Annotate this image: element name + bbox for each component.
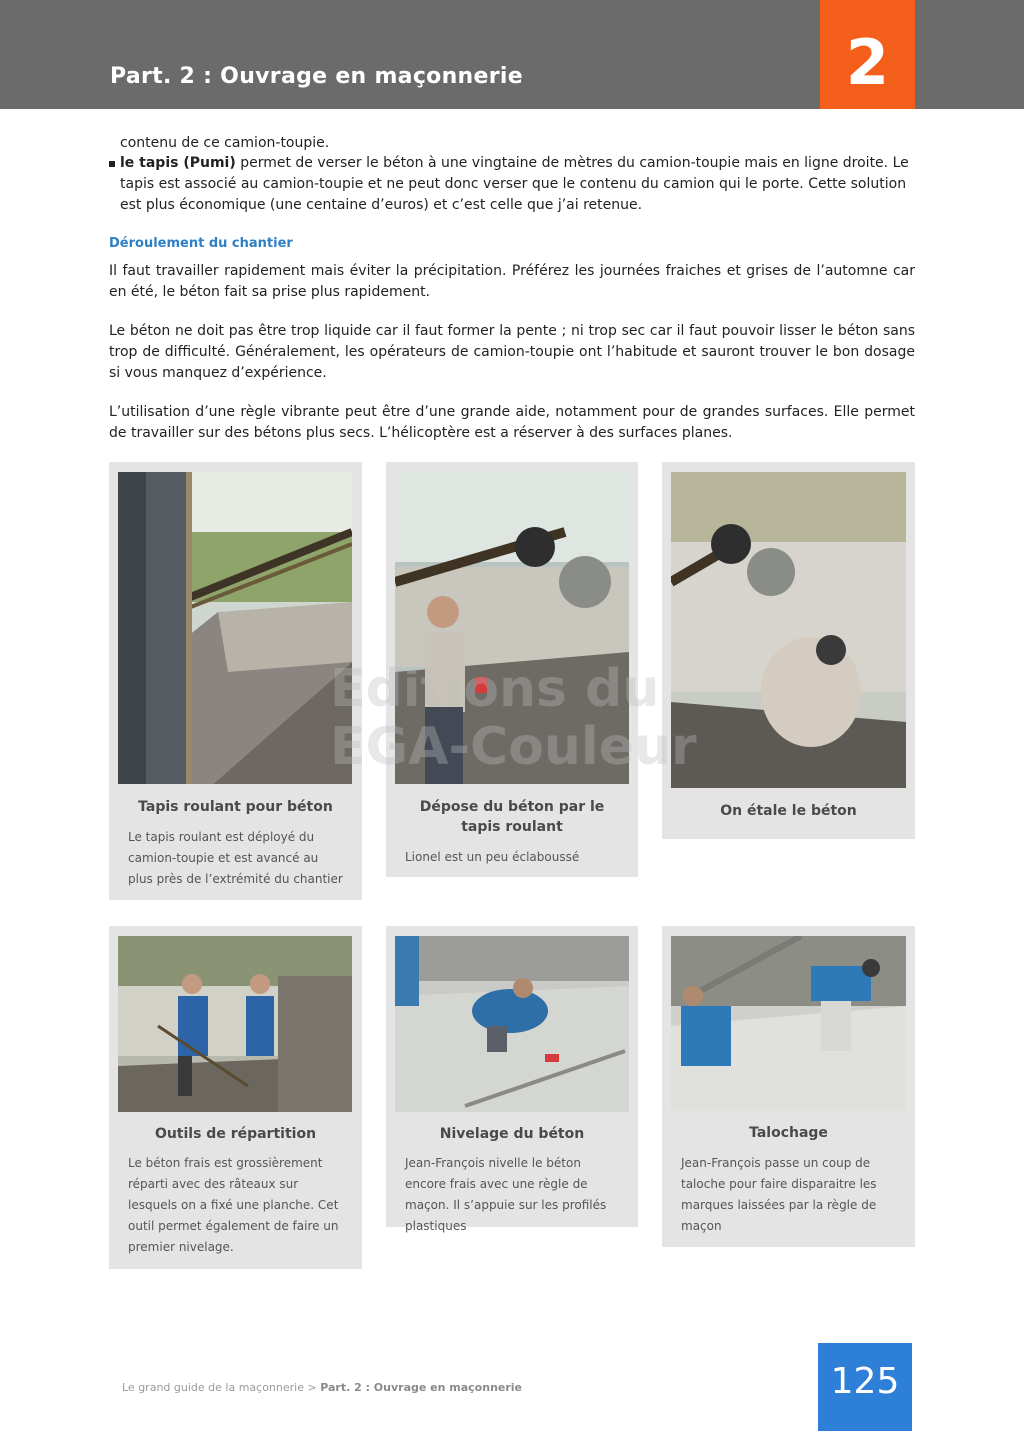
paragraph-1: Il faut travailler rapidement mais éviter la précipitation. Préférez les journées fraiches et grises de l’automne car en été, le béton fait sa prise plus rapidement. [109, 263, 915, 300]
bullet-text: permet de verser le béton à une vingtaine de mètres du camion-toupie mais en ligne droite. Le tapis est associé au camion-toupie et ne peut donc verser que le contenu du camion qui le porte. Cette solution est plus économique (une centaine d’euros) et c’est celle que j’ai retenue. [120, 155, 909, 213]
photo-caption: Lionel est un peu éclaboussé [405, 850, 580, 864]
bullet-bold-term: le tapis (Pumi) [120, 155, 236, 171]
footer-breadcrumb-part: Part. 2 : Ouvrage en maçonnerie [320, 1381, 523, 1394]
paragraph-2: Le béton ne doit pas être trop liquide car il faut former la pente ; ni trop sec car il faut pouvoir lisser le béton sans trop de difficulté. Généralement, les opérateurs de camion-toupie ont l’habitude et sauront trouver le bon dosage si vous manquez d’expérience. [109, 323, 915, 381]
continuation-text: contenu de ce camion-toupie. [120, 135, 330, 151]
photo-conveyor-belt [118, 472, 352, 784]
photo-card [109, 462, 362, 900]
photo-caption: Jean-François passe un coup de taloche pour faire disparaitre les marques laissées par la règle de maçon [681, 1156, 877, 1233]
watermark-line-1: Editions du [330, 659, 660, 719]
bullet-marker [109, 161, 115, 167]
photo-title: Talochage [749, 1125, 828, 1141]
photo-spreading-concrete [671, 472, 906, 788]
photo-card [662, 462, 915, 839]
footer-breadcrumb-book: Le grand guide de la maçonnerie > [122, 1381, 321, 1394]
photo-card [662, 926, 915, 1247]
header-title: Part. 2 : Ouvrage en maçonnerie [110, 64, 523, 89]
photo-leveling-concrete [395, 936, 629, 1112]
chapter-badge: 2 [820, 0, 915, 109]
photo-concrete-pouring [395, 472, 629, 784]
watermark-line-2: EGA-Couleur [330, 717, 697, 777]
photo-card [109, 926, 362, 1269]
photo-caption: Le béton frais est grossièrement réparti avec des râteaux sur lesquels on a fixé une planche. Cet outil permet également de faire un premier nivelage. [128, 1156, 339, 1254]
photo-title: Dépose du béton par le tapis roulant [419, 799, 605, 835]
photo-caption: Le tapis roulant est déployé du camion-toupie et est avancé au plus près de l’extrémité du chantier [128, 830, 343, 886]
photo-spreading-tools [118, 936, 352, 1112]
photo-title: Tapis roulant pour béton [138, 799, 333, 815]
photo-title: Nivelage du béton [439, 1126, 585, 1142]
photo-troweling [671, 936, 906, 1111]
photo-card [386, 926, 638, 1233]
photo-card [386, 462, 638, 877]
paragraph-3: L’utilisation d’une règle vibrante peut être d’une grande aide, notamment pour de grandes surfaces. Elle permet de travailler sur des bétons plus secs. L’hélicoptère est a réserver à des surfaces planes. [109, 404, 915, 441]
footer-breadcrumb [122, 1381, 522, 1394]
photo-title: On étale le béton [720, 803, 857, 819]
bullet-item [109, 153, 915, 216]
photo-title: Outils de répartition [154, 1126, 317, 1142]
section-heading: Déroulement du chantier [109, 236, 293, 251]
page-number: 125 [818, 1343, 912, 1431]
photo-caption: Jean-François nivelle le béton encore frais avec une règle de maçon. Il s’appuie sur les profilés plastiques [405, 1156, 607, 1233]
